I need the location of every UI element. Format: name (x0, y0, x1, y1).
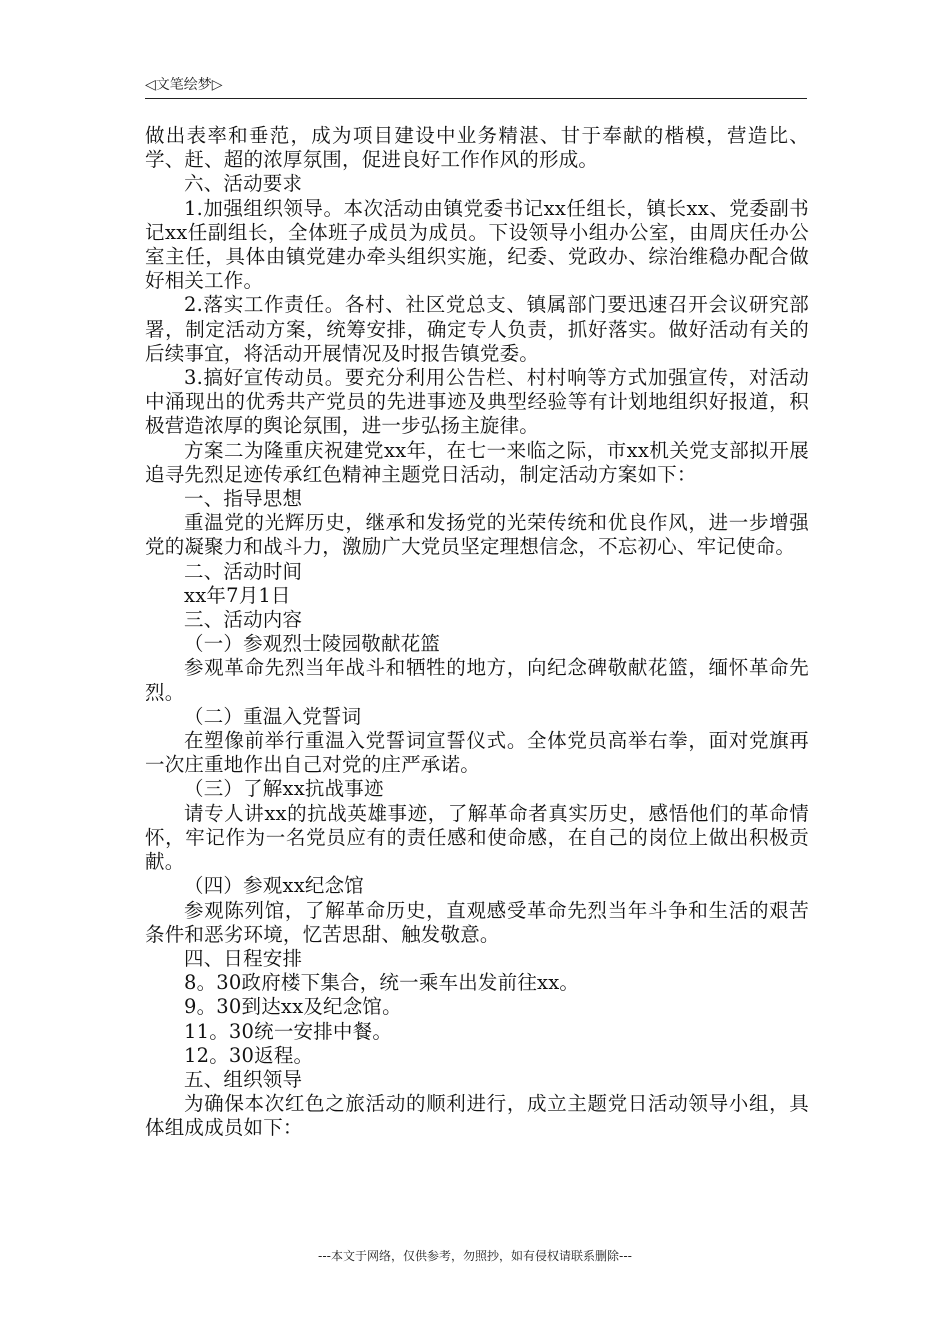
paragraph-guiding-thought: 重温党的光辉历史，继承和发扬党的光荣传统和优良作风，进一步增强党的凝聚力和战斗力，激励广大党员坚定理想信念，不忘初心、牢记使命。 (145, 511, 809, 559)
section-heading-activity-time: 二、活动时间 (184, 559, 303, 583)
paragraph-requirement-3: 3.搞好宣传动员。要充分利用公告栏、村村响等方式加强宣传，对活动中涌现出的优秀共产党员的先进事迹及典型经验等有计划地组织好报道，积极营造浓厚的舆论氛围，进一步弘扬主旋律。 (145, 366, 809, 438)
section-heading-leadership: 五、组织领导 (184, 1067, 303, 1091)
schedule-item: 8。30政府楼下集合，统一乘车出发前往xx。 (184, 971, 580, 995)
paragraph-requirement-1: 1.加强组织领导。本次活动由镇党委书记xx任组长，镇长xx、党委副书记xx任副组长，全体班子成员为成员。下设领导小组办公室，由周庆任办公室主任，具体由镇党建办牵头组织实施，纪委、党政办、综治维稳办配合做好相关工作。 (145, 196, 809, 293)
section-heading-guiding-thought: 一、指导思想 (184, 487, 303, 511)
page-header (145, 76, 807, 99)
paragraph-cemetery-visit: 参观革命先烈当年战斗和牺牲的地方，向纪念碑敬献花篮，缅怀革命先烈。 (145, 656, 809, 704)
page-footer-disclaimer: ---本文于网络，仅供参考，勿照抄，如有侵权请联系删除--- (318, 1249, 632, 1263)
paragraph-party-oath: 在塑像前举行重温入党誓词宣誓仪式。全体党员高举右拳，面对党旗再一次庄重地作出自己对党的庄严承诺。 (145, 729, 809, 777)
subheading-cemetery-visit: （一）参观烈士陵园敬献花篮 (184, 632, 441, 656)
paragraph-continuation: 做出表率和垂范，成为项目建设中业务精湛、甘于奉献的楷模，营造比、学、赶、超的浓厚氛围，促进良好工作作风的形成。 (145, 124, 809, 172)
schedule-item: 9。30到达xx及纪念馆。 (184, 995, 402, 1019)
paragraph-plan-two-intro: 方案二为隆重庆祝建党xx年，在七一来临之际，市xx机关党支部拟开展追寻先烈足迹传承红色精神主题党日活动，制定活动方案如下： (145, 438, 809, 486)
section-heading-activity-content: 三、活动内容 (184, 608, 303, 632)
subheading-war-history: （三）了解xx抗战事迹 (184, 777, 384, 801)
paragraph-war-history: 请专人讲xx的抗战英雄事迹，了解革命者真实历史，感悟他们的革命情怀，牢记作为一名党员应有的责任感和使命感，在自己的岗位上做出积极贡献。 (145, 801, 809, 874)
subheading-party-oath: （二）重温入党誓词 (184, 704, 362, 728)
schedule-item: 11。30统一安排中餐。 (184, 1019, 393, 1043)
paragraph-requirement-2: 2.落实工作责任。各村、社区党总支、镇属部门要迅速召开会议研究部署，制定活动方案，统筹安排，确定专人负责，抓好落实。做好活动有关的后续事宜，将活动开展情况及时报告镇党委。 (145, 293, 809, 365)
subheading-memorial-hall: （四）参观xx纪念馆 (184, 874, 364, 898)
schedule-item: 12。30返程。 (184, 1043, 314, 1067)
document-body (145, 124, 809, 1141)
paragraph-activity-date: xx年7月1日 (184, 583, 291, 607)
header-title: ◁文笔绘梦▷ (145, 77, 223, 93)
section-heading-requirements: 六、活动要求 (184, 172, 303, 196)
section-heading-schedule: 四、日程安排 (184, 946, 303, 970)
paragraph-memorial-hall: 参观陈列馆，了解革命历史，直观感受革命先烈当年斗争和生活的艰苦条件和恶劣环境，忆苦思甜、触发敬意。 (145, 898, 809, 946)
paragraph-leadership: 为确保本次红色之旅活动的顺利进行，成立主题党日活动领导小组，具体组成成员如下： (145, 1092, 809, 1140)
